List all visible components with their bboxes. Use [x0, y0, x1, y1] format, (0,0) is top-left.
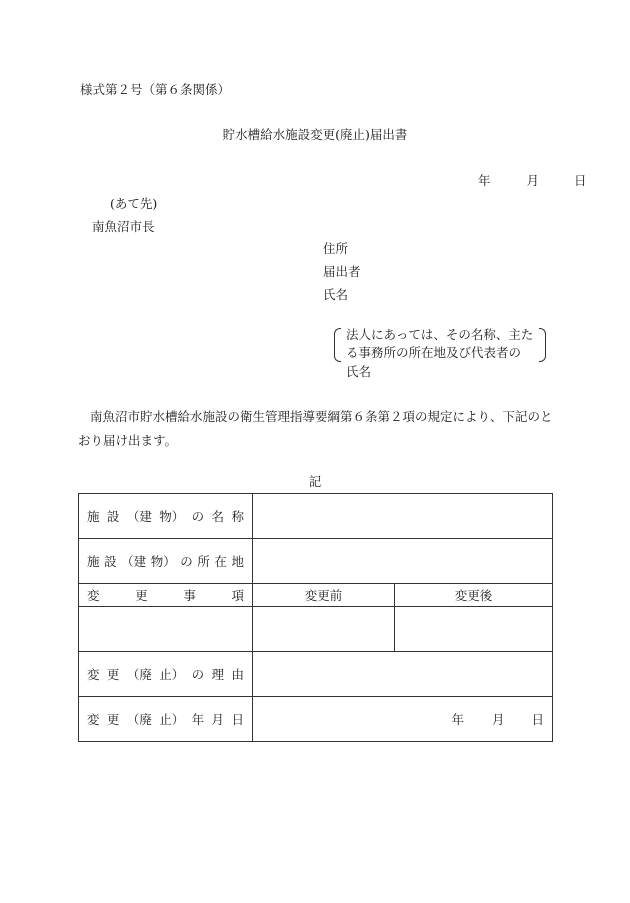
notification-table — [78, 493, 553, 742]
facility-name-row — [79, 494, 553, 539]
notifier-label: 届出者 — [323, 264, 361, 279]
before-change-header: 変更前 — [253, 584, 395, 607]
note-line-1: 法人にあっては、その名称、主た — [346, 327, 534, 342]
change-items-header-row — [79, 584, 553, 607]
ki-heading: 記 — [308, 474, 322, 489]
date-year: 年 — [478, 173, 491, 188]
note-line-2: る事務所の所在地及び代表者の — [346, 345, 522, 360]
facility-name-label: 施 設 （建 物） の 名 称 — [79, 494, 253, 539]
change-date-year: 年 — [451, 712, 464, 727]
address-label: 住所 — [323, 241, 349, 256]
corporate-note — [334, 326, 546, 362]
facility-name-input[interactable] — [253, 494, 553, 539]
date-day: 日 — [573, 173, 587, 188]
body-paragraph: 南魚沼市貯水槽給水施設の衛生管理指導要綱第６条第２項の規定により、下記のとおり届け出ます。 — [78, 409, 553, 448]
right-bracket — [539, 328, 546, 362]
date-month: 月 — [526, 173, 539, 188]
reason-label: 変 更 （廃 止） の 理 由 — [79, 652, 253, 697]
reason-row — [79, 652, 553, 697]
addressee-name: 南魚沼市長 — [92, 219, 155, 234]
document-title: 貯水槽給水施設変更(廃止)届出書 — [222, 127, 408, 142]
facility-location-label: 施 設 （建 物） の 所 在 地 — [79, 539, 253, 584]
after-change-input[interactable] — [395, 607, 553, 652]
before-change-input[interactable] — [253, 607, 395, 652]
addressee-prefix: (あて先) — [110, 196, 158, 211]
change-date-row — [79, 697, 553, 742]
change-date-label: 変 更 （廃 止） 年 月 日 — [79, 697, 253, 742]
change-date-month: 月 — [491, 712, 505, 727]
left-bracket — [334, 328, 341, 362]
form-number: 様式第２号（第６条関係） — [80, 82, 231, 97]
submission-date — [478, 173, 586, 189]
change-date-input[interactable] — [253, 697, 553, 742]
facility-location-row — [79, 539, 553, 584]
note-line-3: 氏名 — [346, 364, 372, 379]
reason-input[interactable] — [253, 652, 553, 697]
change-items-label: 変 更 事 項 — [79, 584, 253, 607]
change-items-row — [79, 607, 553, 652]
facility-location-input[interactable] — [253, 539, 553, 584]
name-label: 氏名 — [323, 287, 349, 302]
change-date-day: 日 — [531, 712, 544, 727]
change-items-input[interactable] — [79, 607, 253, 652]
after-change-header: 変更後 — [395, 584, 553, 607]
